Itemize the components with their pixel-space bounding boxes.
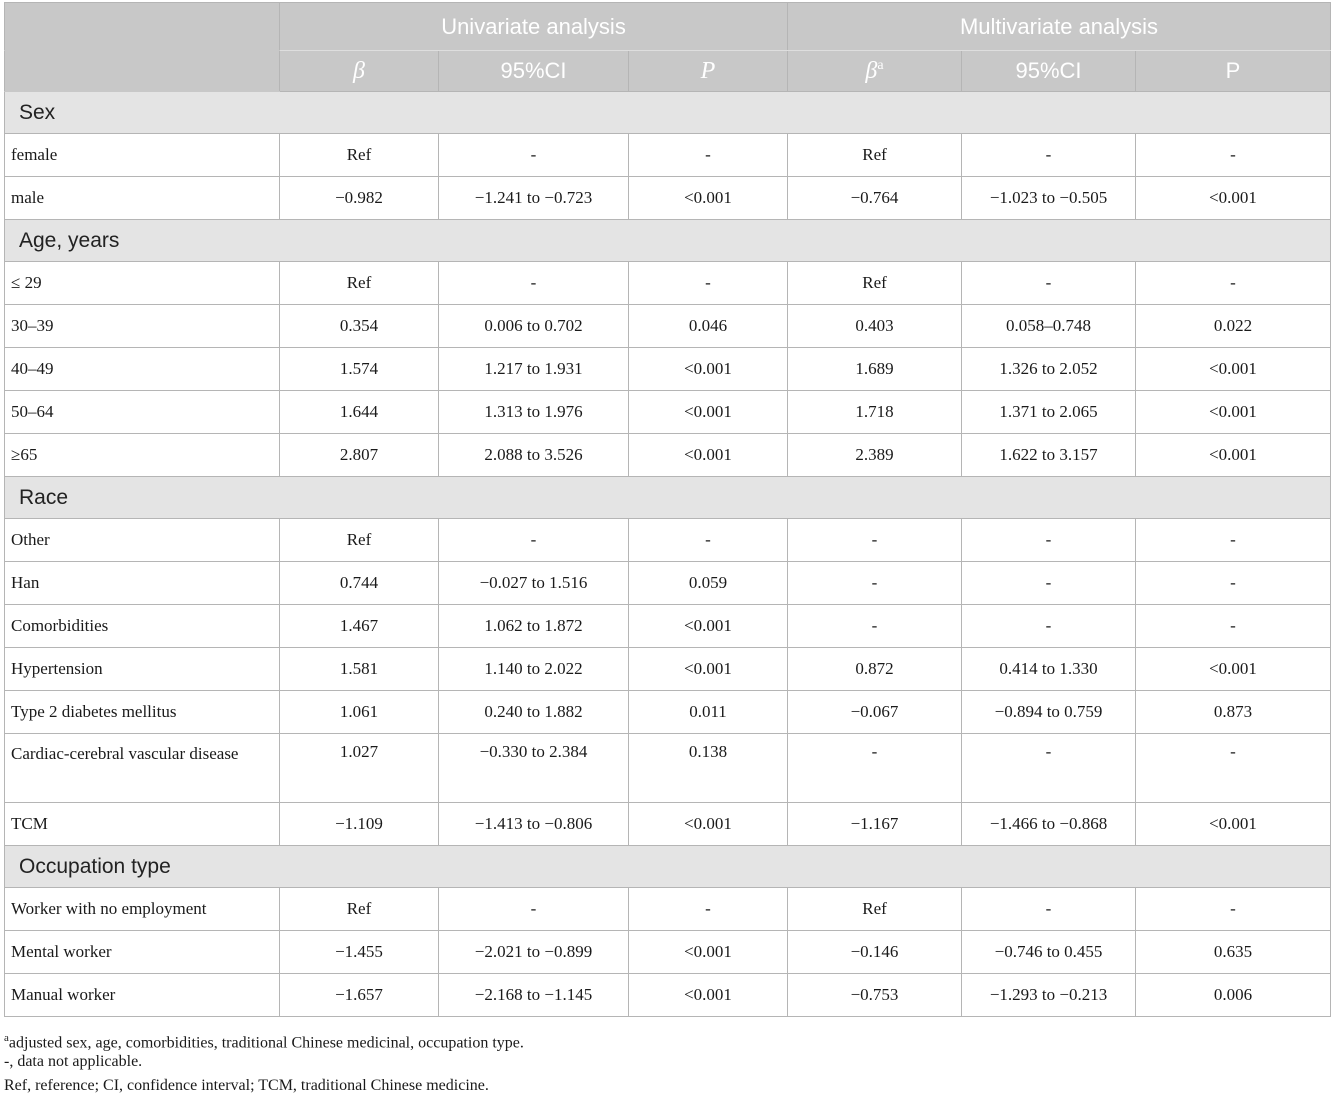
beta-footnote-marker: a: [877, 57, 884, 73]
uni-p-cell: 0.059: [629, 562, 788, 605]
multi-p-cell: <0.001: [1136, 391, 1331, 434]
row-label-cell: Han: [5, 562, 280, 605]
uni-p-cell: 0.138: [629, 734, 788, 803]
table-container: [4, 2, 1330, 1017]
multi-beta-cell: -: [788, 519, 962, 562]
uni-p-cell: -: [629, 888, 788, 931]
uni-ci-cell: -: [439, 519, 629, 562]
section-title: Sex: [5, 92, 1331, 134]
row-label-cell: Hypertension: [5, 648, 280, 691]
table-row: [5, 177, 1331, 220]
uni-ci-cell: -: [439, 888, 629, 931]
section-header-row: [5, 220, 1331, 262]
footnote-dash: -, data not applicable.: [4, 1053, 143, 1070]
multi-ci-cell: -: [962, 734, 1136, 803]
uni-beta-cell: −1.109: [280, 803, 439, 846]
uni-ci-cell: 0.006 to 0.702: [439, 305, 629, 348]
table-row: [5, 803, 1331, 846]
row-label-cell: Comorbidities: [5, 605, 280, 648]
uni-beta-cell: −1.657: [280, 974, 439, 1017]
multi-beta-cell: −1.167: [788, 803, 962, 846]
multi-p-cell: 0.635: [1136, 931, 1331, 974]
multi-p-cell: 0.022: [1136, 305, 1331, 348]
multi-ci-cell: 0.058–0.748: [962, 305, 1136, 348]
multi-beta-cell: Ref: [788, 134, 962, 177]
multi-p-cell: <0.001: [1136, 177, 1331, 220]
multi-beta-cell: 0.403: [788, 305, 962, 348]
uni-ci-cell: -: [439, 262, 629, 305]
row-label-cell: 40–49: [5, 348, 280, 391]
uni-p-cell: <0.001: [629, 974, 788, 1017]
multi-ci-cell: −1.293 to −0.213: [962, 974, 1136, 1017]
multi-p-cell: -: [1136, 519, 1331, 562]
uni-ci-cell: 2.088 to 3.526: [439, 434, 629, 477]
table-row: [5, 134, 1331, 177]
row-label-cell: Cardiac-cerebral vascular disease: [5, 734, 280, 803]
col-uni-ci: 95%CI: [439, 51, 629, 92]
uni-p-cell: <0.001: [629, 931, 788, 974]
uni-beta-cell: −1.455: [280, 931, 439, 974]
row-label-cell: 50–64: [5, 391, 280, 434]
row-label-cell: 30–39: [5, 305, 280, 348]
uni-p-cell: <0.001: [629, 391, 788, 434]
uni-p-cell: 0.046: [629, 305, 788, 348]
uni-ci-cell: −2.168 to −1.145: [439, 974, 629, 1017]
section-title: Age, years: [5, 220, 1331, 262]
col-multi-p: P: [1136, 51, 1331, 92]
footnote-a: [4, 1026, 1324, 1050]
multi-p-cell: -: [1136, 888, 1331, 931]
multi-ci-cell: -: [962, 605, 1136, 648]
col-uni-p: P: [629, 51, 788, 92]
table-row: [5, 691, 1331, 734]
row-label-cell: Mental worker: [5, 931, 280, 974]
row-label-cell: Worker with no employment: [5, 888, 280, 931]
row-label-cell: ≤ 29: [5, 262, 280, 305]
uni-beta-cell: 1.467: [280, 605, 439, 648]
univariate-header: Univariate analysis: [280, 3, 788, 51]
multi-ci-cell: -: [962, 262, 1136, 305]
multi-ci-cell: -: [962, 519, 1136, 562]
uni-ci-cell: 1.217 to 1.931: [439, 348, 629, 391]
uni-p-cell: <0.001: [629, 605, 788, 648]
multi-p-cell: -: [1136, 605, 1331, 648]
uni-beta-cell: 1.581: [280, 648, 439, 691]
multi-p-cell: -: [1136, 734, 1331, 803]
uni-p-cell: <0.001: [629, 177, 788, 220]
uni-p-cell: <0.001: [629, 803, 788, 846]
row-label-cell: Manual worker: [5, 974, 280, 1017]
section-header-row: [5, 477, 1331, 519]
section-title: Occupation type: [5, 846, 1331, 888]
section-title: Race: [5, 477, 1331, 519]
multi-beta-cell: −0.764: [788, 177, 962, 220]
uni-ci-cell: −1.241 to −0.723: [439, 177, 629, 220]
col-multi-ci: 95%CI: [962, 51, 1136, 92]
section-header-row: [5, 92, 1331, 134]
table-row: [5, 519, 1331, 562]
table-row: [5, 434, 1331, 477]
uni-ci-cell: 0.240 to 1.882: [439, 691, 629, 734]
table-row: [5, 974, 1331, 1017]
multi-p-cell: <0.001: [1136, 348, 1331, 391]
uni-p-cell: -: [629, 519, 788, 562]
uni-beta-cell: Ref: [280, 134, 439, 177]
row-label-cell: TCM: [5, 803, 280, 846]
table-row: [5, 305, 1331, 348]
multi-beta-cell: Ref: [788, 888, 962, 931]
footnote-abbreviations: Ref, reference; CI, confidence interval; TCM, traditional Chinese medicine.: [4, 1077, 489, 1094]
table-row: [5, 931, 1331, 974]
footnote-a-marker: a: [4, 1032, 9, 1044]
multi-beta-cell: −0.067: [788, 691, 962, 734]
col-uni-beta: β: [280, 51, 439, 92]
footnotes: [4, 1026, 1324, 1098]
multi-beta-cell: 1.689: [788, 348, 962, 391]
table-row: [5, 605, 1331, 648]
multi-ci-cell: −1.023 to −0.505: [962, 177, 1136, 220]
multi-ci-cell: 1.371 to 2.065: [962, 391, 1136, 434]
uni-ci-cell: −2.021 to −0.899: [439, 931, 629, 974]
uni-ci-cell: 1.313 to 1.976: [439, 391, 629, 434]
multi-ci-cell: -: [962, 888, 1136, 931]
row-label-cell: female: [5, 134, 280, 177]
multi-p-cell: 0.873: [1136, 691, 1331, 734]
multi-p-cell: <0.001: [1136, 434, 1331, 477]
multi-beta-cell: -: [788, 734, 962, 803]
uni-p-cell: <0.001: [629, 434, 788, 477]
multi-ci-cell: −1.466 to −0.868: [962, 803, 1136, 846]
multivariate-header: Multivariate analysis: [788, 3, 1331, 51]
uni-ci-cell: −0.027 to 1.516: [439, 562, 629, 605]
row-label-cell: ≥65: [5, 434, 280, 477]
header-blank-cell-2: [5, 51, 280, 92]
multi-ci-cell: 0.414 to 1.330: [962, 648, 1136, 691]
uni-beta-cell: 1.027: [280, 734, 439, 803]
uni-beta-cell: −0.982: [280, 177, 439, 220]
row-label-cell: male: [5, 177, 280, 220]
multi-p-cell: -: [1136, 134, 1331, 177]
uni-ci-cell: 1.062 to 1.872: [439, 605, 629, 648]
multi-beta-cell: -: [788, 562, 962, 605]
multi-beta-cell: 0.872: [788, 648, 962, 691]
multi-ci-cell: −0.746 to 0.455: [962, 931, 1136, 974]
uni-p-cell: -: [629, 134, 788, 177]
multi-beta-cell: 2.389: [788, 434, 962, 477]
col-multi-beta-label: β: [865, 57, 878, 84]
uni-p-cell: 0.011: [629, 691, 788, 734]
uni-ci-cell: −0.330 to 2.384: [439, 734, 629, 803]
multi-beta-cell: Ref: [788, 262, 962, 305]
multi-ci-cell: -: [962, 562, 1136, 605]
uni-beta-cell: 1.061: [280, 691, 439, 734]
uni-beta-cell: 1.644: [280, 391, 439, 434]
multi-beta-cell: −0.146: [788, 931, 962, 974]
table-row: [5, 888, 1331, 931]
uni-beta-cell: Ref: [280, 262, 439, 305]
uni-p-cell: <0.001: [629, 348, 788, 391]
uni-beta-cell: 2.807: [280, 434, 439, 477]
table-row: [5, 262, 1331, 305]
row-label-cell: Other: [5, 519, 280, 562]
table-row: [5, 648, 1331, 691]
uni-p-cell: <0.001: [629, 648, 788, 691]
multi-ci-cell: 1.326 to 2.052: [962, 348, 1136, 391]
multi-beta-cell: −0.753: [788, 974, 962, 1017]
uni-p-cell: -: [629, 262, 788, 305]
table-row: [5, 391, 1331, 434]
col-multi-beta: [788, 51, 962, 92]
uni-beta-cell: Ref: [280, 519, 439, 562]
row-label-cell: Type 2 diabetes mellitus: [5, 691, 280, 734]
header-blank-cell: [5, 3, 280, 51]
table-body: [5, 92, 1331, 1017]
section-header-row: [5, 846, 1331, 888]
uni-ci-cell: -: [439, 134, 629, 177]
multi-p-cell: -: [1136, 262, 1331, 305]
uni-beta-cell: 0.744: [280, 562, 439, 605]
multi-ci-cell: 1.622 to 3.157: [962, 434, 1136, 477]
uni-ci-cell: 1.140 to 2.022: [439, 648, 629, 691]
table-row: [5, 348, 1331, 391]
multi-p-cell: <0.001: [1136, 803, 1331, 846]
uni-beta-cell: Ref: [280, 888, 439, 931]
table-row: [5, 562, 1331, 605]
multi-ci-cell: -: [962, 134, 1136, 177]
regression-table: [4, 2, 1331, 1017]
multi-beta-cell: -: [788, 605, 962, 648]
multi-beta-cell: 1.718: [788, 391, 962, 434]
uni-beta-cell: 1.574: [280, 348, 439, 391]
table-row: [5, 734, 1331, 803]
multi-p-cell: <0.001: [1136, 648, 1331, 691]
uni-beta-cell: 0.354: [280, 305, 439, 348]
multi-p-cell: -: [1136, 562, 1331, 605]
multi-ci-cell: −0.894 to 0.759: [962, 691, 1136, 734]
footnote-a-text: adjusted sex, age, comorbidities, traditional Chinese medicinal, occupation type.: [8, 1034, 524, 1052]
table-header: [5, 3, 1331, 92]
uni-ci-cell: −1.413 to −0.806: [439, 803, 629, 846]
multi-p-cell: 0.006: [1136, 974, 1331, 1017]
